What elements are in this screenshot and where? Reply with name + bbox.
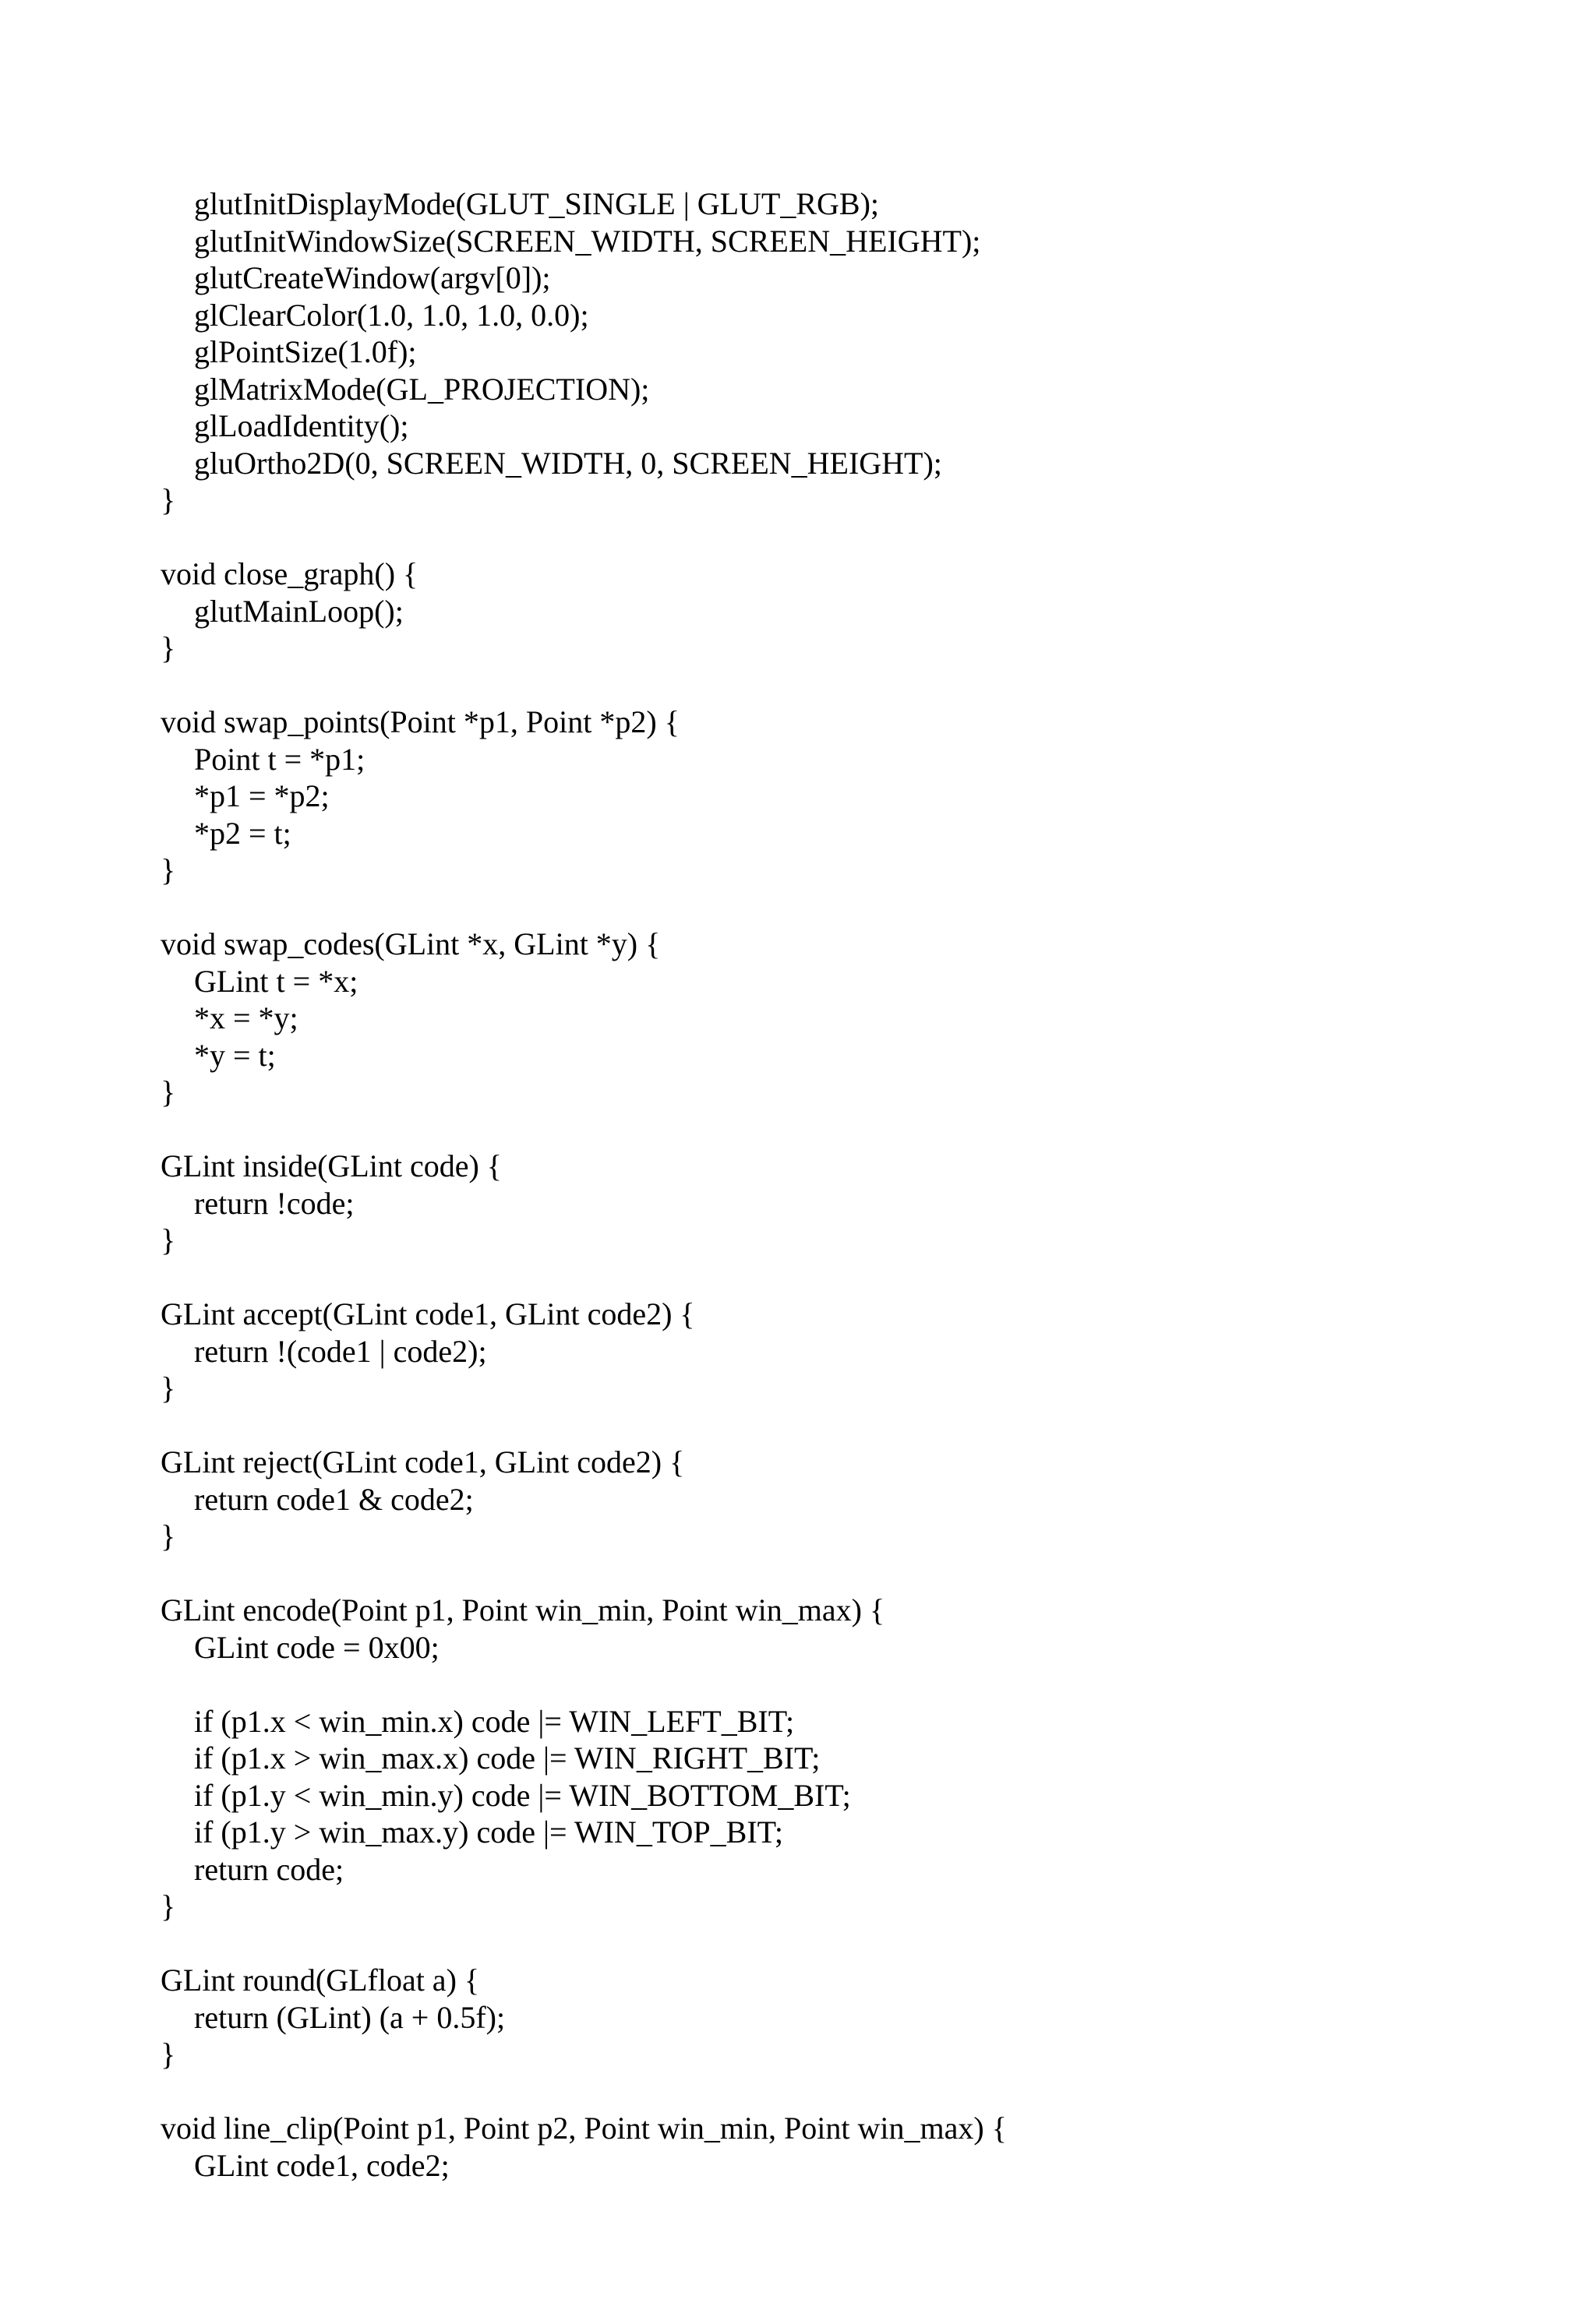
code-line: *x = *y;	[194, 1000, 298, 1035]
code-line: GLint encode(Point p1, Point win_min, Point win_max) {	[161, 1592, 885, 1628]
code-line: }	[161, 1370, 176, 1405]
code-line: return !(code1 | code2);	[194, 1333, 487, 1369]
code-line: void swap_codes(GLint *x, GLint *y) {	[161, 926, 661, 961]
code-line: GLint code = 0x00;	[194, 1629, 440, 1665]
code-line: GLint round(GLfloat a) {	[161, 1963, 480, 1998]
code-line: if (p1.y < win_min.y) code |= WIN_BOTTOM_BIT;	[194, 1777, 851, 1813]
code-line: if (p1.x > win_max.x) code |= WIN_RIGHT_BIT;	[194, 1740, 821, 1776]
blank-line	[161, 889, 1548, 926]
blank-line	[161, 519, 1548, 556]
code-line: return (GLint) (a + 0.5f);	[194, 1999, 506, 2035]
code-line: glutInitWindowSize(SCREEN_WIDTH, SCREEN_HEIGHT);	[194, 223, 981, 259]
code-line: void line_clip(Point p1, Point p2, Point win_min, Point win_max) {	[161, 2111, 1007, 2146]
code-line: glutMainLoop();	[194, 593, 404, 629]
code-line: glPointSize(1.0f);	[194, 334, 417, 369]
blank-line	[161, 1925, 1548, 1963]
code-line: void close_graph() {	[161, 556, 418, 591]
code-line: *y = t;	[194, 1037, 276, 1073]
code-line: glLoadIdentity();	[194, 408, 409, 443]
code-line: GLint accept(GLint code1, GLint code2) {	[161, 1296, 695, 1331]
code-line: }	[161, 1074, 176, 1109]
code-line: GLint inside(GLint code) {	[161, 1148, 502, 1183]
code-line: glutInitDisplayMode(GLUT_SINGLE | GLUT_RGB);	[194, 186, 880, 221]
code-line: GLint t = *x;	[194, 963, 358, 999]
code-line: }	[161, 2037, 176, 2072]
blank-line	[161, 2073, 1548, 2111]
blank-line	[161, 1259, 1548, 1296]
code-line: }	[161, 630, 176, 665]
code-line: glutCreateWindow(argv[0]);	[194, 260, 551, 295]
code-line: return code;	[194, 1851, 344, 1887]
blank-line	[161, 1111, 1548, 1148]
blank-line	[161, 1407, 1548, 1444]
code-line: }	[161, 1518, 176, 1553]
code-line: }	[161, 852, 176, 887]
code-line: void swap_points(Point *p1, Point *p2) {	[161, 704, 680, 739]
code-line: return code1 & code2;	[194, 1481, 474, 1517]
code-listing	[161, 185, 1548, 2184]
code-line: gluOrtho2D(0, SCREEN_WIDTH, 0, SCREEN_HEIGHT);	[194, 445, 942, 481]
blank-line	[161, 1555, 1548, 1592]
code-line: }	[161, 482, 176, 517]
code-line: *p1 = *p2;	[194, 778, 330, 813]
code-line: *p2 = t;	[194, 815, 291, 851]
code-line: }	[161, 1222, 176, 1257]
code-line: GLint code1, code2;	[194, 2147, 450, 2183]
code-line: glMatrixMode(GL_PROJECTION);	[194, 371, 650, 407]
code-line: }	[161, 1888, 176, 1924]
code-line: if (p1.x < win_min.x) code |= WIN_LEFT_BIT;	[194, 1703, 795, 1739]
blank-line	[161, 667, 1548, 704]
code-line: Point t = *p1;	[194, 741, 365, 777]
blank-line	[161, 1666, 1548, 1703]
code-line: return !code;	[194, 1185, 355, 1221]
code-line: glClearColor(1.0, 1.0, 1.0, 0.0);	[194, 297, 589, 333]
code-line: if (p1.y > win_max.y) code |= WIN_TOP_BIT;	[194, 1814, 783, 1850]
code-line: GLint reject(GLint code1, GLint code2) {	[161, 1444, 685, 1479]
